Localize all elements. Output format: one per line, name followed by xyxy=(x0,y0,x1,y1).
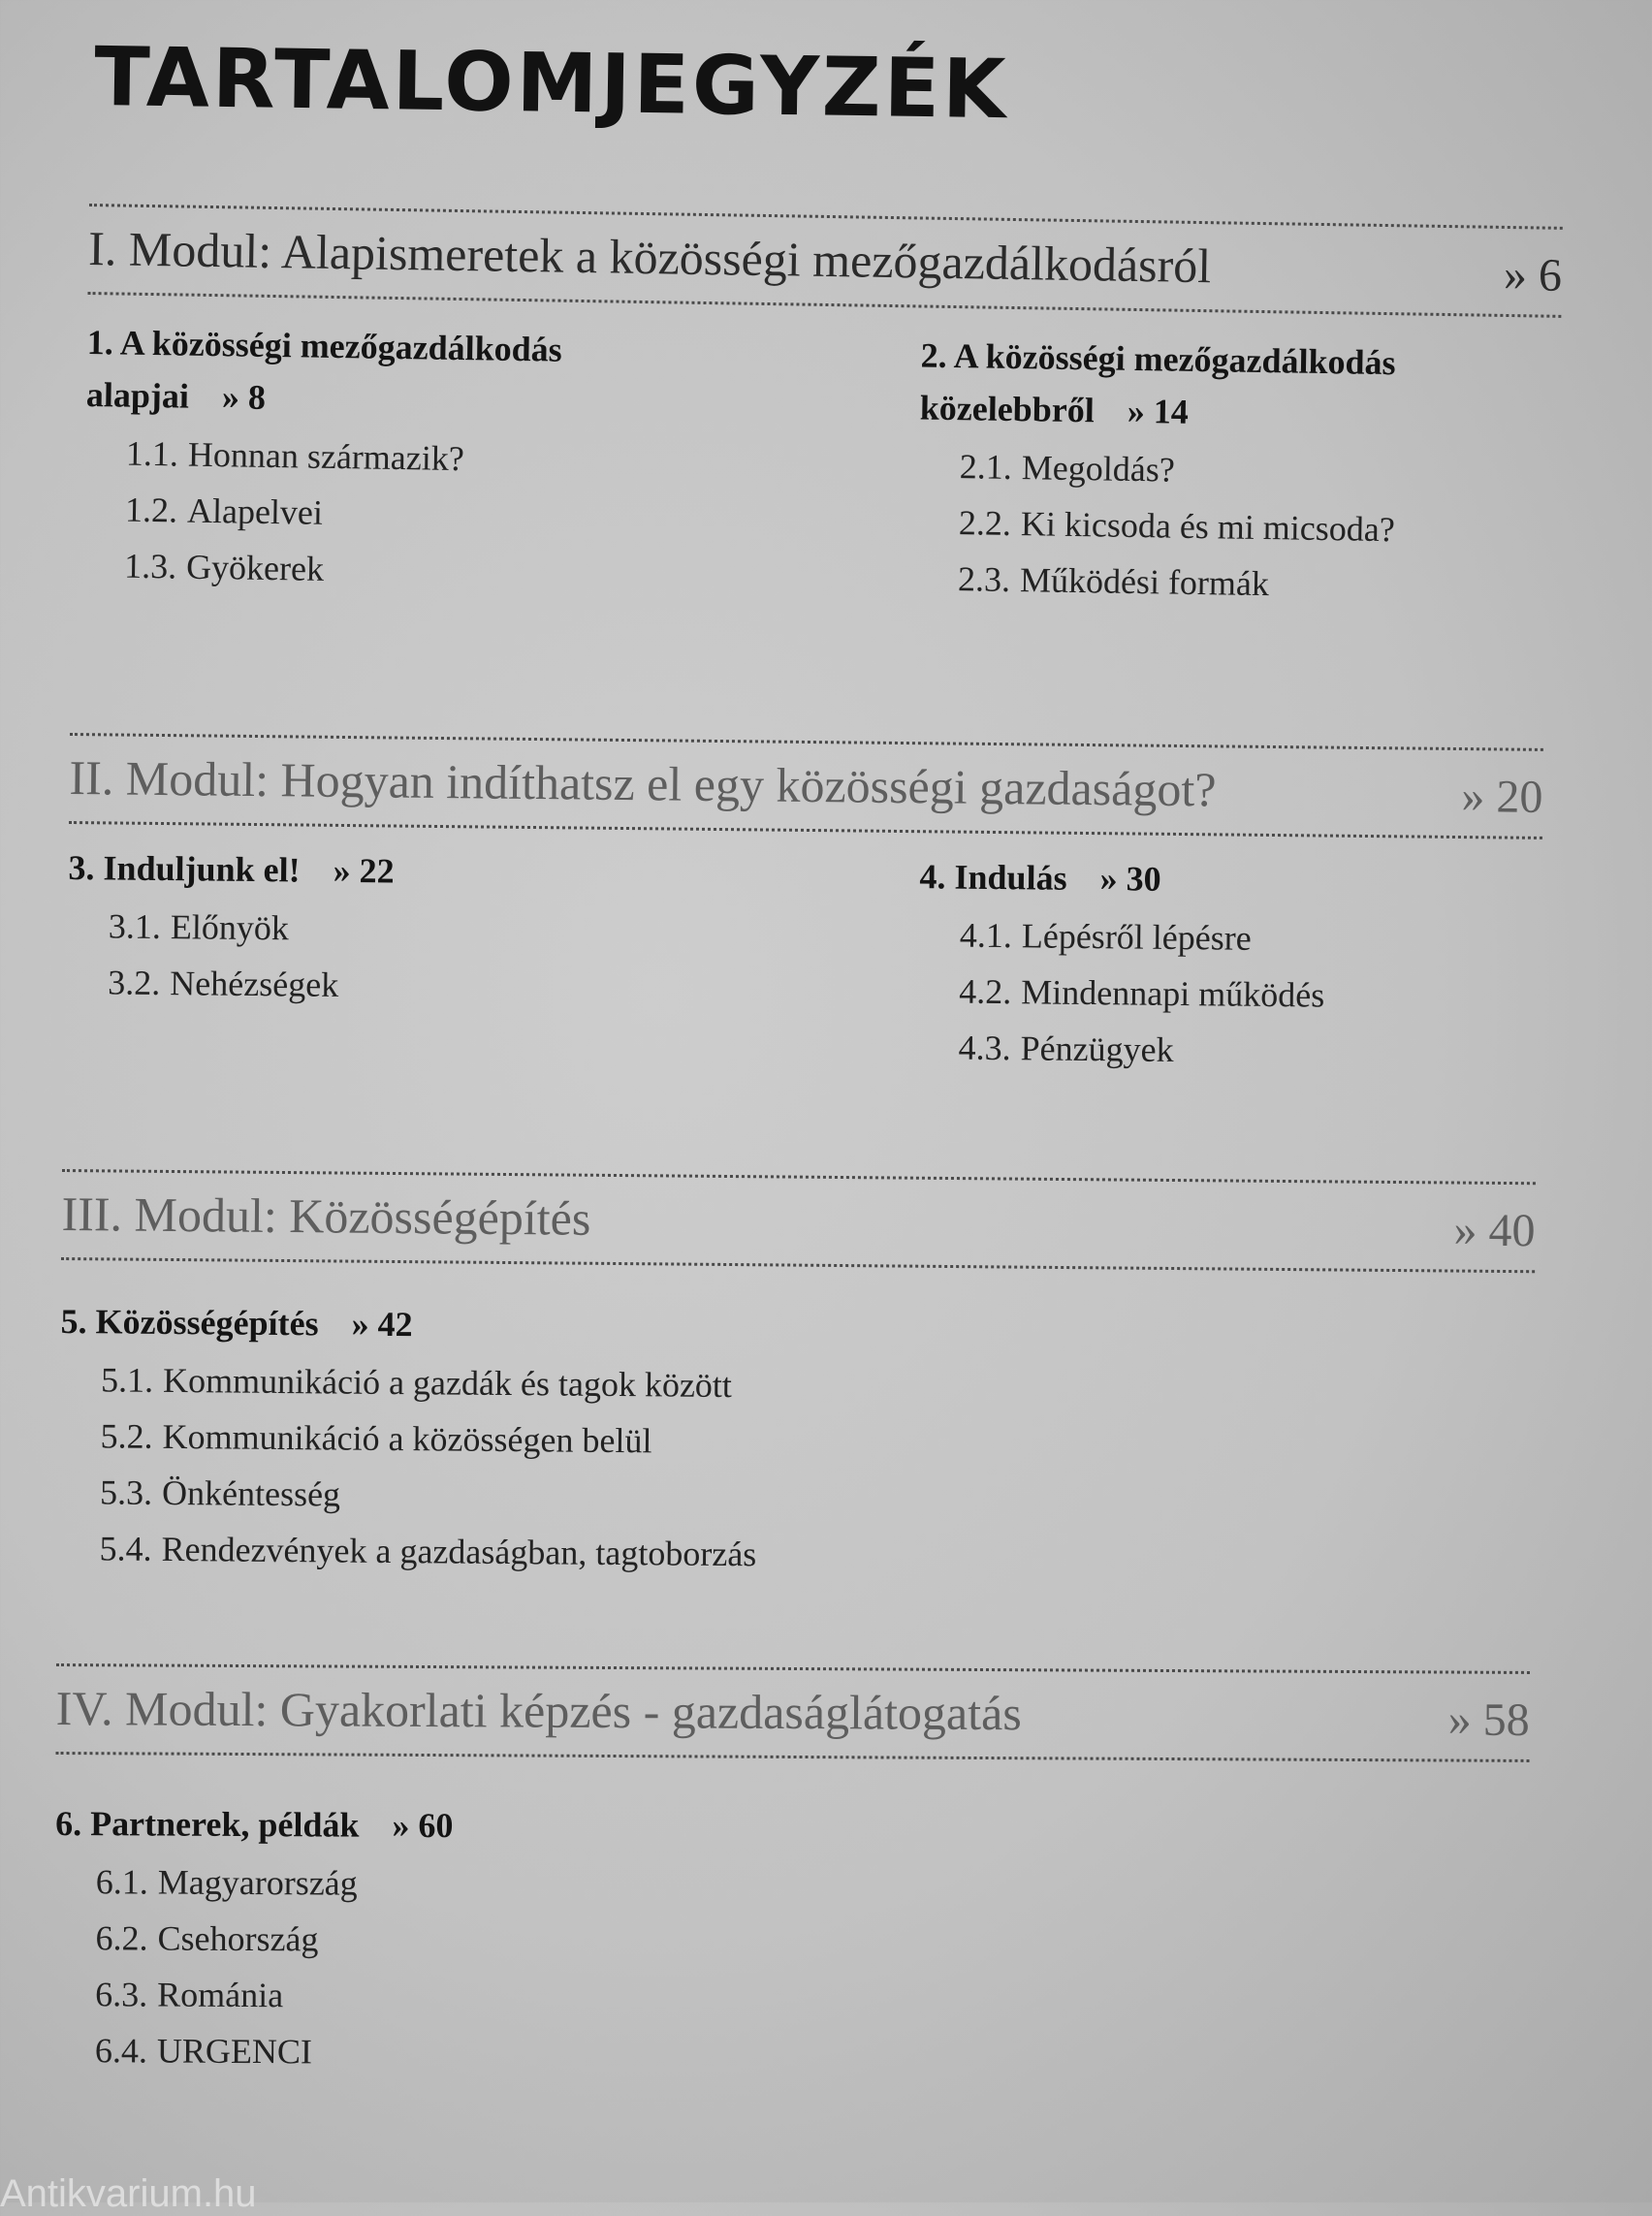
subsection-list xyxy=(124,426,561,601)
chapter-page-number: » 30 xyxy=(1099,859,1161,899)
chapter-title-line: közelebbről xyxy=(919,388,1096,430)
chapter-title xyxy=(919,329,1398,441)
subsection-item xyxy=(109,898,395,957)
chapter-title xyxy=(85,316,562,428)
subsection-item xyxy=(959,964,1325,1024)
subsection-number: 2.2. xyxy=(958,503,1012,543)
chapter-title-line: 1. A közösségi mezőgazdálkodás xyxy=(86,322,563,369)
chapter-page-number: » 14 xyxy=(1127,391,1190,431)
subsection-number: 6.3. xyxy=(95,1975,148,2014)
subsection-number: 3.1. xyxy=(108,906,162,946)
subsection-number: 1.3. xyxy=(123,546,177,586)
subsection-title: URGENCI xyxy=(156,2031,313,2072)
subsection-item xyxy=(95,1966,453,2024)
chapter-title xyxy=(55,1797,454,1852)
module-page-number: » 6 xyxy=(1503,248,1563,301)
chapter-title xyxy=(60,1295,758,1353)
subsection-item xyxy=(958,494,1395,557)
module-page-number: » 20 xyxy=(1461,771,1543,823)
subsection-number: 6.2. xyxy=(95,1918,148,1958)
chapter-1 xyxy=(83,316,562,601)
page-title: TARTALOMJEGYZÉK xyxy=(93,29,1009,138)
chapter-page-number: » 8 xyxy=(221,377,267,417)
chapter-title xyxy=(919,850,1326,906)
chapter-page-number: » 60 xyxy=(392,1805,454,1846)
subsection-title: Megoldás? xyxy=(1021,448,1176,490)
subsection-item xyxy=(126,426,561,489)
module-title: II. Modul: Hogyan indíthatsz el egy közösségi gazdaságot? xyxy=(69,749,1217,817)
subsection-number: 3.2. xyxy=(108,963,161,1002)
subsection-number: 4.1. xyxy=(959,915,1013,956)
chapter-title-line: alapjai xyxy=(85,374,190,416)
subsection-title: Mindennapi működés xyxy=(1021,972,1325,1015)
module-title: III. Modul: Közösségépítés xyxy=(61,1186,591,1246)
subsection-title: Románia xyxy=(157,1975,284,2015)
chapter-6 xyxy=(54,1797,454,2080)
module-title: IV. Modul: Gyakorlati képzés - gazdaságlátogatás xyxy=(55,1680,1022,1741)
subsection-item xyxy=(96,1853,454,1912)
subsection-item xyxy=(95,2022,453,2080)
subsection-number: 1.1. xyxy=(125,433,179,474)
subsection-title: Honnan származik? xyxy=(187,434,465,479)
chapter-columns xyxy=(58,1274,1535,1606)
module-2 xyxy=(66,733,1543,1105)
subsection-title: Kommunikáció a gazdák és tagok között xyxy=(162,1360,733,1406)
subsection-title: Önkéntesség xyxy=(161,1472,341,1514)
subsection-item xyxy=(100,1408,757,1470)
subsection-title: Pénzügyek xyxy=(1020,1029,1174,1069)
subsection-number: 5.2. xyxy=(100,1416,153,1456)
chapter-page-number: » 42 xyxy=(351,1304,413,1345)
subsection-list xyxy=(95,1853,454,2080)
subsection-item xyxy=(959,438,1396,501)
chapter-title-line: 4. Indulás xyxy=(919,857,1067,898)
module-page-number: » 58 xyxy=(1447,1694,1530,1746)
chapter-3 xyxy=(67,841,395,1014)
chapter-title-line: 6. Partnerek, példák xyxy=(55,1803,360,1845)
subsection-title: Magyarország xyxy=(157,1862,358,1903)
subsection-title: Előnyök xyxy=(170,907,290,948)
subsection-number: 1.2. xyxy=(124,490,178,530)
subsection-item xyxy=(125,482,560,545)
chapter-columns xyxy=(54,1768,1530,2096)
subsection-item xyxy=(108,954,394,1013)
subsection-item xyxy=(101,1351,758,1413)
subsection-item xyxy=(958,1020,1324,1080)
subsection-number: 6.4. xyxy=(94,2031,148,2071)
subsection-title: Rendezvények a gazdaságban, tagtoborzás xyxy=(161,1529,757,1574)
subsection-title: Csehország xyxy=(157,1918,319,1959)
module-1 xyxy=(83,204,1563,622)
module-page-number: » 40 xyxy=(1453,1204,1536,1257)
subsection-list xyxy=(958,438,1397,614)
chapter-columns xyxy=(66,838,1542,1105)
subsection-title: Alapelvei xyxy=(186,491,324,532)
subsection-title: Ki kicsoda és mi micsoda? xyxy=(1020,504,1396,550)
subsection-list xyxy=(108,898,394,1013)
module-heading xyxy=(56,1666,1530,1759)
subsection-number: 2.3. xyxy=(957,559,1011,599)
chapter-title-line: 3. Induljunk el! xyxy=(68,847,301,890)
chapter-page-number: » 22 xyxy=(333,850,395,891)
subsection-title: Működési formák xyxy=(1019,560,1270,604)
subsection-number: 2.1. xyxy=(959,447,1013,487)
subsection-list xyxy=(958,907,1325,1080)
chapter-4 xyxy=(917,850,1325,1079)
subsection-title: Lépésről lépésre xyxy=(1021,916,1252,958)
watermark: Antikvarium.hu xyxy=(0,2172,257,2215)
module-4 xyxy=(54,1663,1530,2096)
subsection-title: Gyökerek xyxy=(185,547,325,588)
chapter-title-line: 5. Közösségépítés xyxy=(60,1301,319,1344)
subsection-item xyxy=(960,907,1326,967)
subsection-item xyxy=(958,551,1395,614)
chapter-5 xyxy=(58,1295,758,1582)
module-title: I. Modul: Alapismeretek a közösségi mezőgazdálkodásról xyxy=(87,220,1212,294)
subsection-number: 6.1. xyxy=(95,1862,148,1902)
chapter-columns xyxy=(83,308,1562,622)
subsection-number: 4.2. xyxy=(959,971,1012,1012)
subsection-item xyxy=(99,1520,756,1582)
module-heading xyxy=(61,1172,1536,1270)
chapter-title-line: 2. A közösségi mezőgazdálkodás xyxy=(920,335,1396,383)
subsection-title: Nehézségek xyxy=(170,964,339,1004)
module-heading xyxy=(69,736,1543,837)
subsection-number: 5.3. xyxy=(99,1472,153,1512)
subsection-number: 5.1. xyxy=(100,1360,154,1400)
subsection-list xyxy=(99,1351,758,1582)
subsection-item xyxy=(95,1910,453,1968)
chapter-2 xyxy=(917,329,1398,614)
subsection-item xyxy=(100,1464,757,1526)
subsection-title: Kommunikáció a közösségen belül xyxy=(162,1416,652,1461)
subsection-number: 4.3. xyxy=(958,1028,1011,1068)
module-3 xyxy=(58,1169,1536,1606)
subsection-item xyxy=(124,538,559,601)
subsection-number: 5.4. xyxy=(99,1529,152,1568)
chapter-title xyxy=(68,841,395,898)
